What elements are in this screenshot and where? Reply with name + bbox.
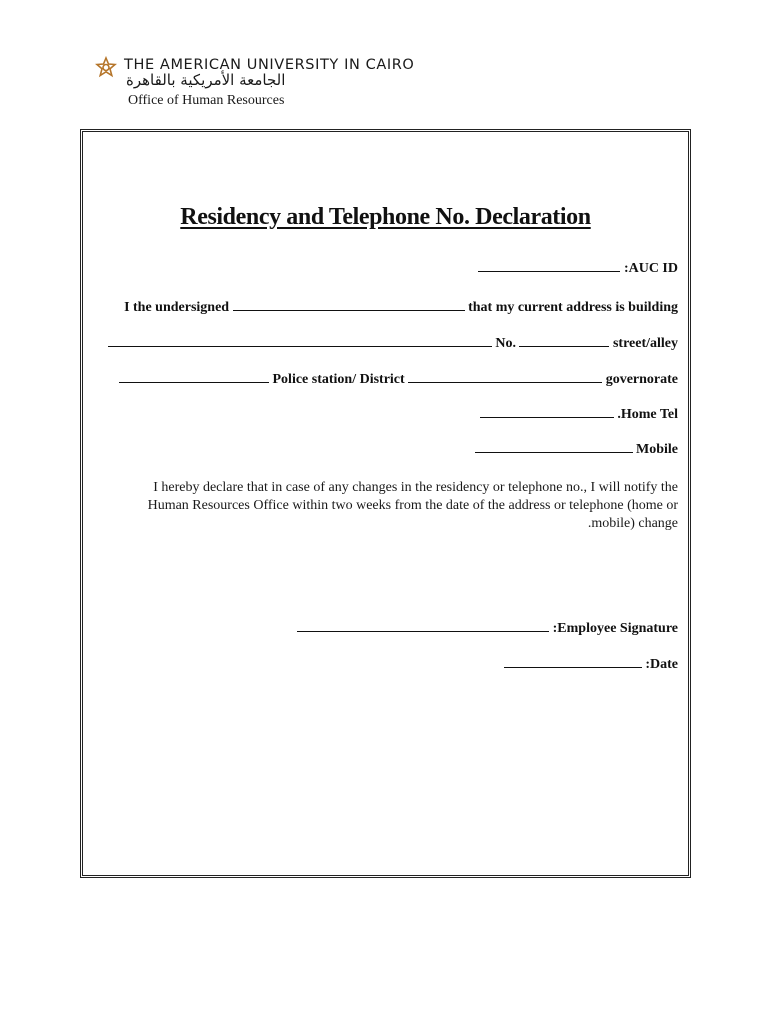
- home-tel-label: .Home Tel: [617, 407, 678, 422]
- form-frame: [80, 129, 691, 878]
- auc-id-field[interactable]: [478, 261, 620, 272]
- signature-label: :Employee Signature: [552, 621, 678, 636]
- address-label: that my current address is building: [468, 300, 678, 315]
- form-title: Residency and Telephone No. Declaration: [180, 204, 591, 230]
- date-row: [504, 657, 678, 673]
- declaration-line: Human Resources Office within two weeks from the date of the address or telephone (home or: [147, 498, 678, 513]
- home-tel-field[interactable]: [480, 407, 614, 418]
- signature-row: [297, 621, 678, 637]
- date-field[interactable]: [504, 657, 642, 668]
- street-row: [108, 336, 678, 352]
- street-name-field[interactable]: [108, 336, 492, 347]
- home-tel-row: [480, 407, 678, 423]
- declaration-line: I hereby declare that in case of any changes in the residency or telephone no., I will notify the: [153, 480, 678, 495]
- auc-seal-icon: [94, 56, 118, 80]
- building-no-field[interactable]: [519, 336, 609, 347]
- governorate-field[interactable]: [408, 372, 602, 383]
- undersigned-name-field[interactable]: [233, 300, 465, 311]
- undersigned-label: I the undersigned: [124, 300, 230, 315]
- mobile-row: [475, 442, 679, 458]
- district-row: [119, 372, 678, 388]
- office-name: Office of Human Resources: [128, 93, 285, 108]
- mobile-field[interactable]: [475, 442, 633, 453]
- university-name-arabic: الجامعة الأمريكية بالقاهرة: [126, 71, 286, 89]
- auc-id-label: :AUC ID: [623, 261, 678, 276]
- mobile-label: Mobile: [636, 442, 678, 457]
- no-label: No.: [495, 336, 516, 351]
- undersigned-row: [124, 300, 678, 316]
- governorate-label: governorate: [605, 372, 678, 387]
- auc-id-row: [478, 261, 678, 277]
- university-name: THE AMERICAN UNIVERSITY IN CAIRO: [124, 57, 415, 73]
- street-label: street/alley: [612, 336, 678, 351]
- date-label: :Date: [645, 657, 678, 672]
- declaration-text: [103, 479, 678, 533]
- police-station-label: Police station/ District: [272, 372, 405, 387]
- police-station-field[interactable]: [119, 372, 269, 383]
- declaration-line: .mobile) change: [587, 516, 678, 531]
- signature-field[interactable]: [297, 621, 549, 632]
- letterhead: [94, 54, 514, 114]
